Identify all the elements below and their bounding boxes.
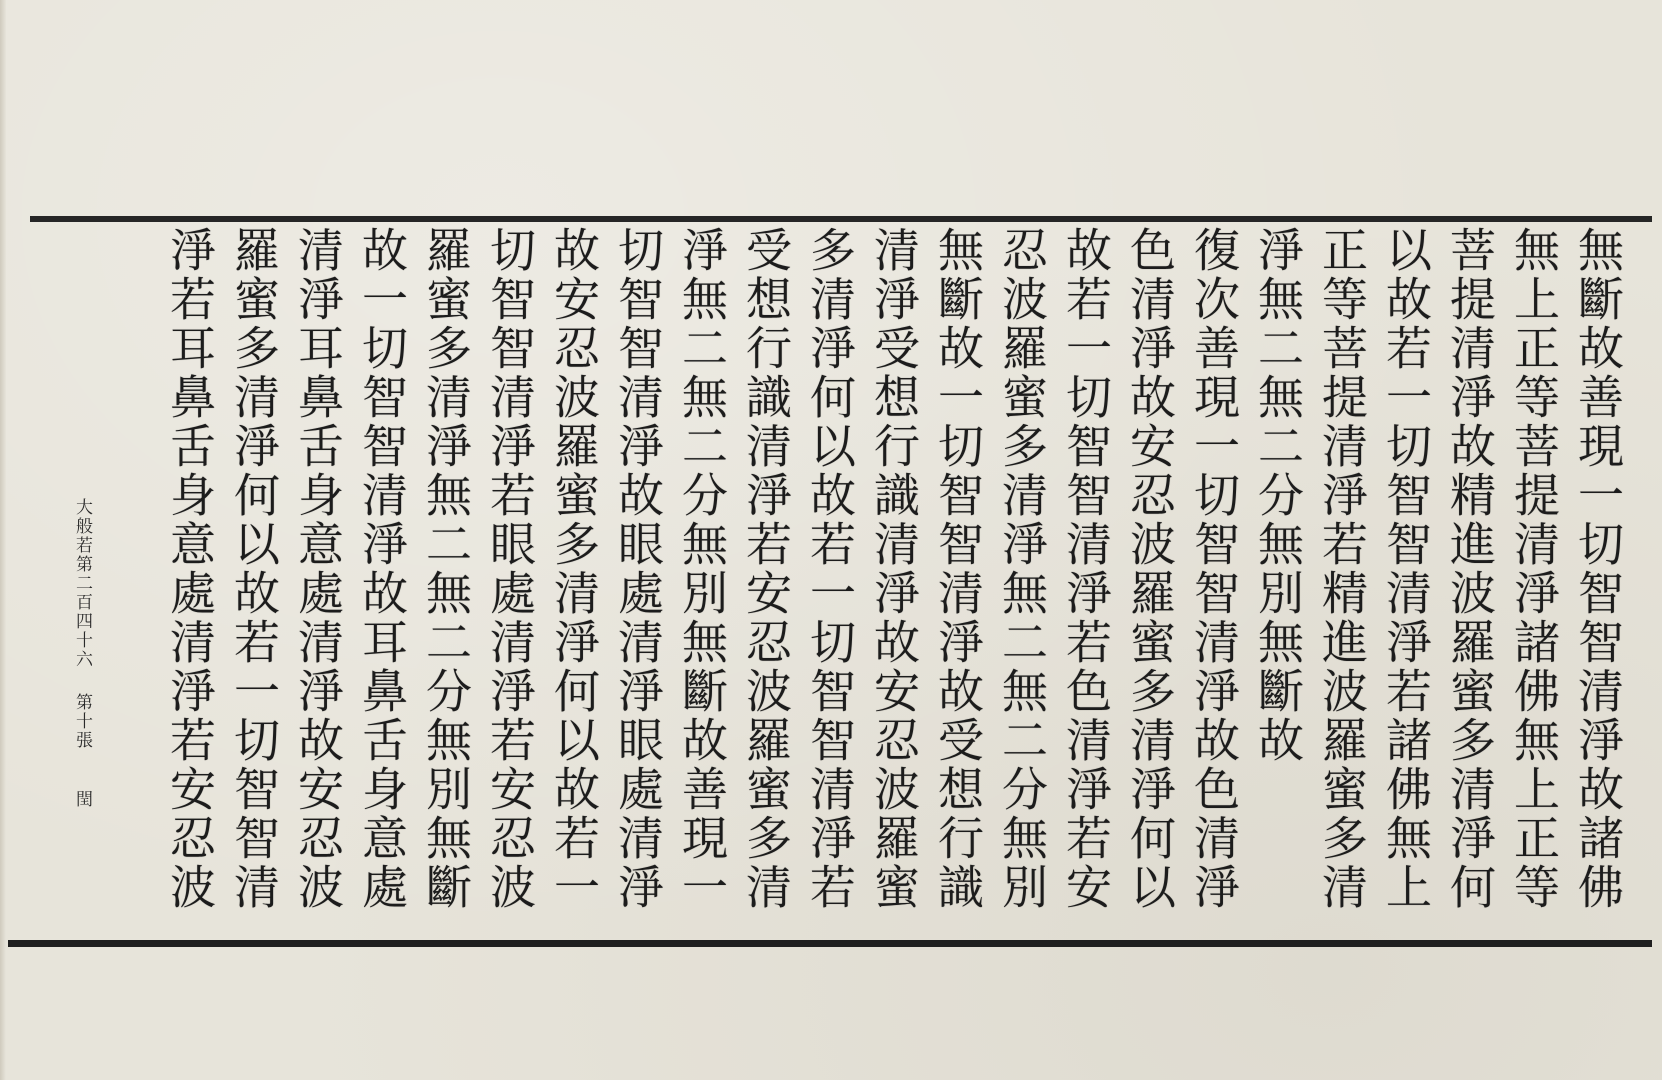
leaf-number: 第十張: [72, 693, 92, 750]
text-column-13: 多清淨何以故若一切智智清淨若: [803, 226, 857, 912]
text-column-7: 復次善現一切智智清淨故色清淨: [1187, 226, 1241, 912]
text-column-9: 故若一切智智清淨若色清淨若安: [1059, 226, 1113, 912]
volume-title: 大般若第二百四十六: [72, 498, 92, 669]
text-column-17: 故安忍波羅蜜多清淨何以故若一: [547, 226, 601, 912]
text-column-2: 無上正等菩提清淨諸佛無上正等: [1507, 226, 1561, 912]
text-column-11: 無斷故一切智智清淨故受想行識: [931, 226, 985, 912]
text-columns: [90, 226, 1630, 936]
bottom-border-rule: [8, 940, 1652, 947]
text-column-19: 羅蜜多清淨無二無二分無別無斷: [419, 226, 473, 912]
text-column-10: 忍波羅蜜多清淨無二無二分無別: [995, 226, 1049, 912]
text-column-21: 清淨耳鼻舌身意處清淨故安忍波: [291, 226, 345, 912]
text-column-18: 切智智清淨若眼處清淨若安忍波: [483, 226, 537, 912]
text-column-6: 淨無二無二分無別無斷故: [1251, 226, 1305, 765]
text-column-15: 淨無二無二分無別無斷故善現一: [675, 226, 729, 912]
text-column-8: 色清淨故安忍波羅蜜多清淨何以: [1123, 226, 1177, 912]
carver-mark: 閏: [72, 790, 92, 807]
top-border-rule: [30, 216, 1652, 222]
text-column-16: 切智智清淨故眼處清淨眼處清淨: [611, 226, 665, 912]
margin-notes: [62, 498, 102, 818]
text-column-14: 受想行識清淨若安忍波羅蜜多清: [739, 226, 793, 912]
text-column-23: 淨若耳鼻舌身意處清淨若安忍波: [163, 226, 217, 912]
page-edge: [0, 0, 6, 1080]
text-column-5: 正等菩提清淨若精進波羅蜜多清: [1315, 226, 1369, 912]
text-column-4: 以故若一切智智清淨若諸佛無上: [1379, 226, 1433, 912]
text-column-20: 故一切智智清淨故耳鼻舌身意處: [355, 226, 409, 912]
text-column-3: 菩提清淨故精進波羅蜜多清淨何: [1443, 226, 1497, 912]
text-column-22: 羅蜜多清淨何以故若一切智智清: [227, 226, 281, 912]
text-column-12: 清淨受想行識清淨故安忍波羅蜜: [867, 226, 921, 912]
text-column-1: 無斷故善現一切智智清淨故諸佛: [1571, 226, 1625, 912]
